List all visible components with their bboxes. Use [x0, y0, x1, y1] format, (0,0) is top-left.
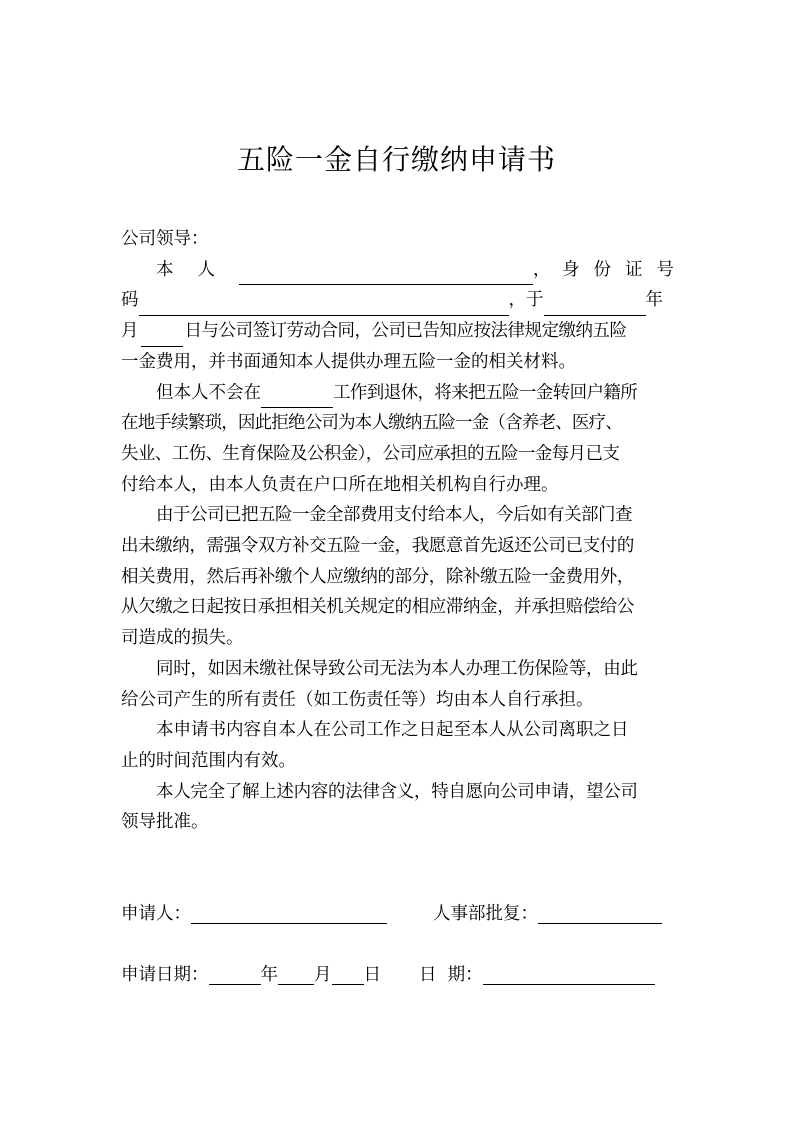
hr-date-blank[interactable]: [483, 964, 655, 985]
applicant-label: 申请人：: [121, 904, 191, 924]
para2-mid: 工作到退休，将来把五险一金转回户籍所: [333, 382, 638, 403]
hr-approval-label: 人事部批复：: [433, 904, 538, 924]
apply-date-label: 申请日期：: [121, 965, 209, 985]
apply-day-label: 日: [363, 965, 381, 985]
intro-ren: 人: [197, 259, 215, 280]
intro-yue: 月: [121, 321, 139, 342]
para5-line-2: 止的时间范围内有效。: [121, 750, 296, 771]
applicant-signature-blank[interactable]: [191, 903, 387, 924]
para5-line-1: 本申请书内容自本人在公司工作之日起至本人从公司离职之日: [156, 720, 629, 741]
apply-day-blank[interactable]: [332, 964, 364, 985]
contract-month-blank[interactable]: [141, 326, 183, 347]
intro-hao: 号: [656, 259, 674, 280]
para2-line-2: 在地手续繁琐，因此拒绝公司为本人缴纳五险一金（含养老、医疗、: [121, 413, 622, 434]
workplace-blank[interactable]: [261, 387, 333, 408]
para2-line-3: 失业、工伤、生育保险及公积金），公司应承担的五险一金每月已支: [121, 443, 620, 464]
signature-row-2: [121, 960, 676, 990]
para2-line-1: [121, 378, 674, 409]
intro-nian: 年: [645, 290, 663, 311]
apply-month-blank[interactable]: [278, 964, 314, 985]
hr-date-label: 日 期：: [419, 965, 483, 985]
para3-line-2: 出未缴纳，需强令双方补交五险一金，我愿意首先返还公司已支付的: [121, 536, 634, 557]
document-body: [121, 224, 674, 838]
contract-year-blank[interactable]: [544, 295, 646, 316]
para2-line-4: 付给本人，由本人负责在户口所在地相关机构自行办理。: [121, 474, 559, 495]
intro-rest-2: 一金费用，并书面通知本人提供办理五险一金的相关材料。: [121, 351, 576, 372]
para3-line-5: 司造成的损失。: [121, 628, 244, 649]
intro-comma-2: ，于: [508, 290, 544, 311]
name-blank[interactable]: [239, 264, 533, 285]
apply-year-label: 年: [260, 965, 278, 985]
hr-approval-blank[interactable]: [538, 903, 662, 924]
intro-shen: 身: [562, 259, 580, 280]
salutation: 公司领导：: [121, 229, 209, 249]
para3-line-4: 从欠缴之日起按日承担相关机关规定的相应滞纳金，并承担赔偿给公: [121, 597, 634, 618]
apply-month-label: 月: [314, 965, 332, 985]
apply-year-blank[interactable]: [209, 964, 261, 985]
intro-comma-1: ，: [533, 259, 551, 280]
signature-row-1: [121, 899, 676, 929]
para4-line-1: 同时，如因未缴社保导致公司无法为本人办理工伤保险等，由此: [156, 658, 638, 679]
document-title: 五险一金自行缴纳申请书: [236, 143, 556, 176]
para3-line-3: 相关费用，然后再补缴个人应缴纳的部分，除补缴五险一金费用外，: [121, 566, 634, 587]
para6-line-1: 本人完全了解上述内容的法律含义，特自愿向公司申请，望公司: [156, 781, 638, 802]
id-number-blank[interactable]: [139, 295, 509, 316]
intro-fen: 份: [593, 259, 611, 280]
para2-start: 但本人不会在: [156, 382, 261, 403]
intro-ben: 本: [156, 259, 174, 280]
intro-rest-1: 日与公司签订劳动合同，公司已告知应按法律规定缴纳五险: [184, 321, 627, 342]
intro-line-1: [121, 255, 674, 286]
intro-line-2: [121, 285, 674, 316]
intro-zheng: 证: [625, 259, 643, 280]
intro-line-3: [121, 316, 674, 347]
para6-line-2: 领导批准。: [121, 812, 209, 833]
para3-line-1: 由于公司已把五险一金全部费用支付给本人，今后如有关部门查: [156, 505, 632, 526]
intro-ma: 码: [121, 290, 139, 311]
para4-line-2: 给公司产生的所有责任（如工伤责任等）均由本人自行承担。: [121, 689, 594, 710]
